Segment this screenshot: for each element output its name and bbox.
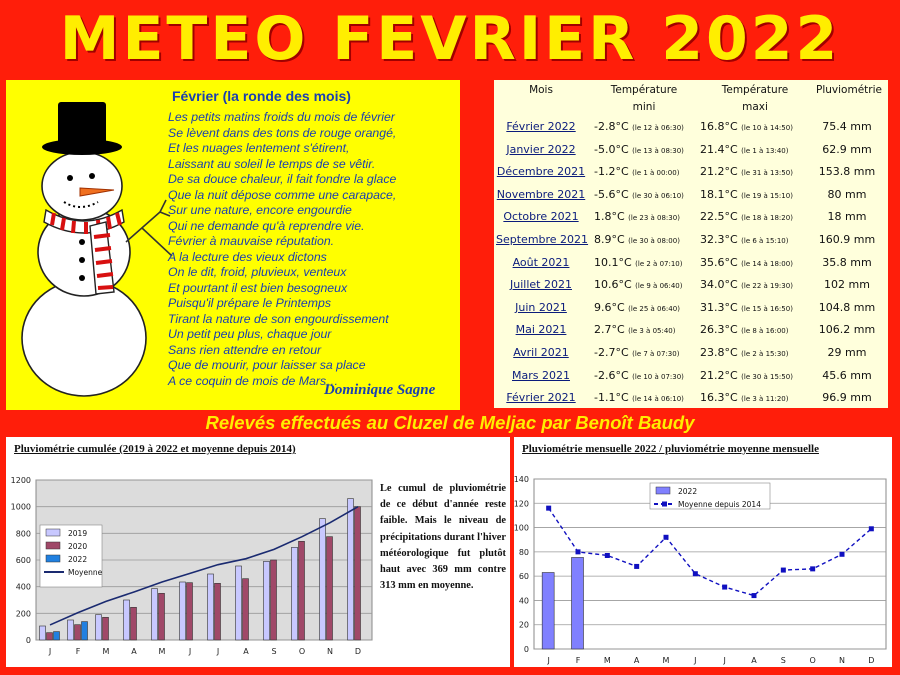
tmin-date: (le 7 à 07:30)	[632, 350, 680, 358]
legend-label: 2022	[678, 487, 698, 496]
tmin-cell	[594, 342, 692, 365]
point-Moyenne depuis 2014	[810, 566, 815, 571]
x-tick-label: N	[839, 656, 845, 665]
tmin-cell	[594, 116, 692, 139]
tmin-value: 10.6°C	[594, 278, 636, 292]
poem-line: Puisqu'il prépare le Printemps	[168, 296, 331, 310]
poem-line: A la lecture des vieux dictons	[168, 249, 327, 264]
x-tick-label: D	[868, 656, 875, 665]
tmax-value: 21.4°C	[700, 142, 742, 156]
month-link[interactable]: Novembre 2021	[496, 187, 586, 201]
tmax-date: (le 22 à 19:30)	[741, 282, 793, 291]
y-tick-label: 0	[25, 636, 31, 645]
month-link[interactable]: Mai 2021	[515, 323, 567, 337]
table-row	[494, 274, 888, 296]
table-row	[494, 206, 888, 228]
tmin-value: 2.7°C	[594, 323, 629, 337]
x-tick-label: J	[694, 656, 697, 665]
bar-2019	[348, 499, 354, 640]
rain-cell: 80 mm	[827, 187, 867, 201]
bar-2020	[243, 579, 249, 640]
tmin-value: -2.8°C	[594, 120, 633, 133]
tmax-cell	[700, 184, 810, 207]
tmax-cell	[700, 274, 810, 297]
rain-cell: 62.9 mm	[822, 142, 872, 156]
tmax-cell	[700, 365, 810, 388]
x-tick-label: A	[751, 656, 757, 665]
bar-2019	[264, 561, 270, 640]
tmin-cell	[594, 139, 692, 162]
tmax-value: 34.0°C	[700, 278, 742, 292]
tmin-date: (le 13 à 08:30)	[632, 146, 684, 155]
tmax-value: 16.3°C	[700, 391, 742, 405]
tmin-cell	[594, 274, 692, 297]
monthly-rain-chart-panel	[514, 437, 892, 667]
rain-cell: 160.9 mm	[818, 233, 876, 246]
point-Moyenne depuis 2014	[664, 535, 669, 540]
bar-2019	[96, 615, 102, 640]
x-tick-label: F	[575, 656, 581, 665]
legend-label: Moyenne	[68, 568, 103, 577]
table-row	[494, 342, 888, 364]
point-Moyenne depuis 2014	[576, 549, 581, 554]
table-row	[494, 319, 888, 341]
month-link[interactable]: Décembre 2021	[496, 165, 586, 179]
legend-label: 2022	[68, 555, 88, 564]
bar-2020	[131, 607, 137, 640]
table-row	[494, 229, 888, 251]
bar-2020	[187, 583, 193, 640]
cumulative-rain-chart	[6, 437, 376, 667]
point-Moyenne depuis 2014	[546, 506, 551, 511]
tmin-cell	[594, 387, 692, 410]
tmin-date: (le 25 à 06:40)	[628, 304, 680, 313]
tmax-cell	[700, 229, 810, 252]
tmin-cell	[594, 365, 692, 388]
header-tmax-sub: maxi	[742, 101, 768, 113]
poem-line: Un petit peu plus, chaque jour	[168, 327, 332, 341]
poem-line: Sur une nature, encore engourdie	[168, 203, 352, 217]
y-tick-label: 120	[514, 499, 529, 509]
monthly-rain-chart	[514, 437, 892, 667]
header-mois: Mois	[529, 84, 553, 96]
month-link[interactable]: Mars 2021	[512, 368, 570, 382]
tmax-value: 18.1°C	[700, 187, 742, 201]
poem-lines	[168, 110, 458, 389]
tmax-cell	[700, 342, 810, 365]
tmax-cell	[700, 319, 810, 342]
table-header	[494, 82, 888, 118]
tmin-value: -1.2°C	[594, 165, 633, 179]
y-tick-label: 800	[15, 529, 31, 539]
y-tick-label: 1200	[10, 476, 31, 485]
x-tick-label: M	[603, 656, 611, 665]
poem-line: Laissant au soleil le temps de se vêtir.	[168, 156, 376, 171]
tmin-value: -2.7°C	[594, 346, 633, 359]
x-tick-label: A	[633, 656, 640, 665]
x-tick-label: A	[131, 647, 137, 656]
poem-line: A ce coquin de mois de Mars…	[168, 373, 339, 388]
poem-line: Tirant la nature de son engourdissement	[168, 311, 389, 326]
month-link[interactable]: Février 2022	[506, 120, 576, 133]
legend-label: 2019	[68, 529, 88, 538]
tmax-date: (le 15 à 16:50)	[741, 304, 793, 313]
table-row	[494, 161, 888, 183]
tmin-date: (le 2 à 07:10)	[635, 259, 683, 268]
legend-swatch	[46, 555, 60, 562]
tmin-cell	[594, 297, 692, 320]
table-row	[494, 139, 888, 161]
y-tick-label: 80	[518, 547, 529, 557]
rain-cell: 102 mm	[824, 278, 870, 292]
table-row	[494, 387, 888, 409]
month-link[interactable]: Juillet 2021	[510, 278, 572, 292]
bar-2019	[40, 626, 46, 640]
page-title: METEO FEVRIER 2022	[59, 4, 841, 74]
bar-2020	[103, 617, 109, 640]
tmax-value: 31.3°C	[700, 300, 742, 314]
bar-2022	[54, 632, 60, 640]
tmin-date: (le 9 à 06:40)	[635, 282, 683, 291]
bar-2020	[299, 541, 305, 640]
tmin-date: (le 3 à 05:40)	[628, 327, 676, 336]
rain-cell: 153.8 mm	[818, 165, 876, 179]
rain-cell: 96.9 mm	[822, 391, 872, 405]
bar-2019	[180, 582, 186, 640]
bar-2020	[327, 537, 333, 640]
legend-swatch	[46, 542, 60, 549]
y-tick-label: 1000	[10, 502, 31, 512]
header-tmin-sub: mini	[632, 101, 656, 113]
legend-swatch	[46, 529, 60, 536]
cumulative-rain-chart-panel	[6, 437, 510, 667]
tmax-cell	[700, 116, 810, 139]
table-row	[494, 297, 888, 319]
x-tick-label: O	[809, 656, 816, 665]
month-link[interactable]: Février 2021	[506, 391, 576, 405]
tmin-cell	[594, 229, 692, 252]
bar-2022	[542, 573, 554, 650]
tmax-value: 21.2°C	[700, 165, 742, 179]
tmax-date: (le 3 à 11:20)	[741, 395, 789, 404]
x-tick-label: J	[723, 656, 726, 665]
rain-cell: 18 mm	[827, 210, 867, 224]
point-Moyenne depuis 2014	[722, 585, 727, 590]
header-tmin: Température	[610, 84, 678, 96]
tmin-value: 8.9°C	[594, 233, 629, 246]
tmin-cell	[594, 206, 692, 229]
tmin-cell	[594, 161, 692, 184]
y-tick-label: 0	[523, 645, 529, 654]
month-link[interactable]: Avril 2021	[513, 346, 569, 359]
poem-line: Et les nuages lentement s'étirent,	[168, 141, 350, 155]
tmax-value: 32.3°C	[700, 233, 742, 246]
x-tick-label: J	[188, 647, 192, 656]
legend-marker	[662, 502, 667, 507]
tmin-value: -5.0°C	[594, 142, 633, 156]
x-tick-label: N	[327, 647, 333, 656]
bar-2019	[152, 589, 158, 640]
point-Moyenne depuis 2014	[693, 571, 698, 576]
tmax-value: 22.5°C	[700, 210, 742, 224]
poem-line: Que de mourir, pour laisser sa place	[168, 358, 366, 372]
month-link[interactable]: Septembre 2021	[496, 233, 589, 246]
month-link[interactable]: Janvier 2022	[506, 142, 576, 156]
x-tick-label: O	[298, 647, 306, 656]
bar-2020	[75, 625, 81, 640]
tmin-date: (le 12 à 06:30)	[632, 124, 684, 132]
tmin-date: (le 23 à 08:30)	[628, 214, 680, 223]
poem-line: Qui ne demande qu'à reprendre vie.	[168, 218, 365, 233]
x-tick-label: M	[158, 647, 166, 656]
rain-cell: 104.8 mm	[818, 300, 876, 314]
bar-2022	[572, 557, 584, 649]
caption: Relevés effectués au Cluzel de Meljac par Benoît Baudy	[205, 412, 695, 433]
tmax-value: 35.6°C	[700, 255, 742, 269]
chart-title-cumulative: Pluviométrie cumulée (2019 à 2022 et moyenne depuis 2014)	[14, 443, 296, 455]
tmin-date: (le 30 à 08:00)	[628, 237, 680, 245]
poem-signature: Dominique Sagne	[324, 382, 436, 398]
y-tick-label: 60	[518, 572, 529, 582]
y-tick-label: 20	[518, 620, 529, 630]
x-tick-label: F	[75, 647, 81, 656]
tmax-date: (le 2 à 15:30)	[741, 350, 789, 358]
tmin-cell	[594, 252, 692, 275]
bar-2020	[47, 633, 53, 640]
tmax-date: (le 30 à 15:50)	[741, 372, 793, 381]
y-tick-label: 200	[15, 609, 31, 619]
chart-note: Le cumul de pluviométrie de ce début d'année reste faible. Mais le niveau de précipitations durant l'hiver météorologique fut plutôt haut avec 369 mm contre 313 mm en moyenne.	[380, 483, 506, 592]
table-row	[494, 365, 888, 387]
tmin-value: 1.8°C	[594, 210, 629, 224]
bar-2020	[271, 560, 277, 640]
point-Moyenne depuis 2014	[605, 553, 610, 558]
bar-2019	[292, 547, 298, 640]
tmin-cell	[594, 319, 692, 342]
tmin-date: (le 14 à 06:10)	[632, 395, 684, 404]
tmax-cell	[700, 206, 810, 229]
bar-2019	[124, 600, 130, 640]
stick-arm-icon	[126, 200, 172, 256]
tmin-cell	[594, 184, 692, 207]
tmin-value: -1.1°C	[594, 391, 633, 405]
bar-2019	[68, 620, 74, 640]
bar-2020	[355, 507, 361, 640]
x-tick-label: A	[243, 647, 249, 656]
table-row	[494, 184, 888, 206]
poem-line: Et pourtant il est bien besogneux	[168, 280, 348, 295]
rain-cell: 45.6 mm	[822, 368, 872, 382]
bar-2022	[82, 622, 88, 640]
poem-panel	[6, 80, 460, 410]
tmax-date: (le 6 à 15:10)	[741, 237, 789, 245]
point-Moyenne depuis 2014	[869, 526, 874, 531]
poem-line: Février à mauvaise réputation.	[168, 234, 335, 248]
rain-cell: 29 mm	[827, 346, 867, 359]
tmin-value: 10.1°C	[594, 255, 636, 269]
chart-title-monthly: Pluviométrie mensuelle 2022 / pluviométrie moyenne mensuelle	[522, 443, 819, 455]
x-tick-label: M	[662, 656, 670, 665]
x-tick-label: J	[216, 647, 220, 656]
tmin-date: (le 10 à 07:30)	[632, 372, 684, 381]
tmax-value: 26.3°C	[700, 323, 742, 337]
rain-cell: 75.4 mm	[822, 120, 872, 133]
tmax-date: (le 10 à 14:50)	[741, 124, 793, 132]
legend-label: 2020	[68, 542, 88, 551]
poem-line: Sans rien attendre en retour	[168, 342, 322, 357]
y-tick-label: 40	[518, 596, 529, 606]
poem-line: On le dit, froid, pluvieux, venteux	[168, 265, 347, 279]
monthly-summary-table	[494, 80, 888, 408]
y-tick-label: 400	[15, 582, 31, 592]
poem-line: Se lèvent dans des tons de rouge orangé,	[168, 125, 397, 140]
bar-2020	[215, 583, 221, 640]
point-Moyenne depuis 2014	[752, 593, 757, 598]
tmax-date: (le 31 à 13:50)	[741, 169, 793, 178]
poem-title: Février (la ronde des mois)	[172, 88, 351, 104]
x-tick-label: S	[780, 656, 786, 665]
point-Moyenne depuis 2014	[781, 568, 786, 573]
tmin-value: -2.6°C	[594, 368, 633, 382]
point-Moyenne depuis 2014	[634, 564, 639, 569]
tmin-value: -5.6°C	[594, 187, 633, 201]
month-link[interactable]: Juin 2021	[515, 300, 567, 314]
header-tmax: Température	[721, 84, 789, 96]
legend-swatch	[656, 487, 670, 494]
legend-label: Moyenne depuis 2014	[678, 500, 761, 509]
tmax-value: 23.8°C	[700, 346, 742, 359]
header-pluie: Pluviométrie	[816, 84, 882, 96]
x-tick-label: J	[547, 656, 550, 665]
bar-2019	[236, 566, 242, 640]
x-tick-label: S	[271, 647, 277, 656]
x-tick-label: J	[48, 647, 52, 656]
poem-line: De sa douce chaleur, il fait fondre la glace	[168, 172, 397, 186]
top-hat-icon	[42, 102, 122, 155]
y-tick-label: 140	[514, 475, 529, 484]
snowman-illustration	[10, 92, 174, 404]
tmax-date: (le 1 à 13:40)	[741, 146, 789, 155]
tmax-cell	[700, 139, 810, 162]
x-tick-label: D	[354, 647, 362, 656]
bar-2019	[208, 574, 214, 640]
tmax-date: (le 8 à 16:00)	[741, 327, 789, 336]
month-link[interactable]: Octobre 2021	[503, 210, 579, 224]
y-tick-label: 600	[15, 556, 31, 565]
tmin-date: (le 30 à 06:10)	[632, 191, 684, 200]
month-link[interactable]: Août 2021	[512, 255, 570, 269]
tmax-cell	[700, 387, 810, 410]
rain-cell: 106.2 mm	[818, 323, 876, 337]
tmax-date: (le 18 à 18:20)	[741, 214, 793, 223]
tmax-date: (le 19 à 15:10)	[741, 191, 793, 200]
point-Moyenne depuis 2014	[840, 552, 845, 557]
poem-line: Que la nuit dépose comme une carapace,	[168, 187, 397, 202]
tmax-cell	[700, 161, 810, 184]
bar-2020	[159, 593, 165, 640]
bar-2019	[320, 519, 326, 640]
tmax-value: 16.8°C	[700, 120, 742, 133]
tmax-cell	[700, 297, 810, 320]
x-tick-label: M	[102, 647, 110, 656]
tmin-date: (le 1 à 00:00)	[632, 169, 680, 178]
tmax-cell	[700, 252, 810, 275]
tmax-value: 21.2°C	[700, 368, 742, 382]
table-row	[494, 116, 888, 138]
rain-cell: 35.8 mm	[822, 255, 872, 269]
poem-line: Les petits matins froids du mois de février	[168, 110, 395, 124]
tmax-date: (le 14 à 18:00)	[741, 259, 793, 268]
tmin-value: 9.6°C	[594, 300, 629, 314]
table-row	[494, 252, 888, 274]
y-tick-label: 100	[514, 523, 529, 533]
